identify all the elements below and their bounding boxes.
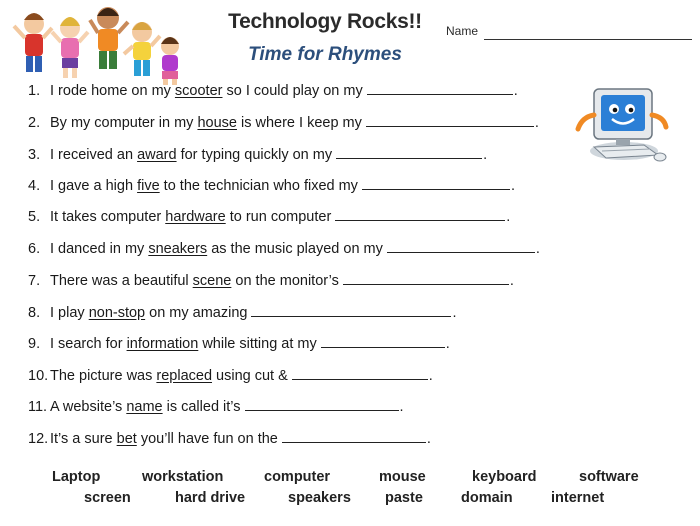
keyword: scooter <box>174 83 223 99</box>
sentence-6: 6. I danced in my sneakers as the music played on my . <box>28 238 540 258</box>
word-bank-item: Laptop <box>52 469 101 485</box>
keyword: scene <box>192 273 232 289</box>
answer-blank[interactable] <box>335 206 505 221</box>
page-title: Technology Rocks!! <box>228 10 422 33</box>
word-bank-item: internet <box>551 490 605 506</box>
name-line[interactable] <box>484 39 692 40</box>
answer-blank[interactable] <box>292 365 428 380</box>
sentence-4: 4. I gave a high five to the technician who fixed my . <box>28 175 515 195</box>
answer-blank[interactable] <box>343 270 509 285</box>
sentence-7: 7. There was a beautiful scene on the monitor’s . <box>28 270 514 290</box>
name-field[interactable] <box>446 24 694 42</box>
keyword: bet <box>116 431 137 447</box>
answer-blank[interactable] <box>362 175 510 190</box>
sentence-10: 10. The picture was replaced using cut & . <box>28 365 433 385</box>
sentence-2: 2. By my computer in my house is where I keep my . <box>28 112 539 132</box>
word-bank-item: hard drive <box>175 490 246 506</box>
word-bank-item: software <box>579 469 639 485</box>
answer-blank[interactable] <box>367 80 513 95</box>
sentence-12: 12. It’s a sure bet you’ll have fun on the . <box>28 428 431 448</box>
smiling-computer-icon <box>572 85 672 167</box>
sentence-5: 5. It takes computer hardware to run computer . <box>28 206 510 226</box>
sentence-9: 9. I search for information while sitting at my . <box>28 333 450 353</box>
name-label: Name <box>446 24 479 38</box>
answer-blank[interactable] <box>366 112 534 127</box>
children-jumping-icon <box>12 2 182 86</box>
keyword: five <box>137 178 160 194</box>
page-subtitle: Time for Rhymes <box>248 44 402 65</box>
keyword: sneakers <box>148 241 208 257</box>
word-bank-item: domain <box>461 490 513 506</box>
word-bank-item: computer <box>264 469 331 485</box>
word-bank-item: screen <box>84 490 131 506</box>
sentence-8: 8. I play non-stop on my amazing . <box>28 302 457 322</box>
keyword: non-stop <box>88 305 146 321</box>
answer-blank[interactable] <box>387 238 535 253</box>
word-bank-item: mouse <box>379 469 426 485</box>
keyword: replaced <box>156 368 213 384</box>
word-bank <box>0 466 700 514</box>
keyword: house <box>197 115 237 131</box>
answer-blank[interactable] <box>321 333 445 348</box>
answer-blank[interactable] <box>251 302 451 317</box>
answer-blank[interactable] <box>282 428 426 443</box>
sentence-11: 11. A website’s name is called it’s . <box>28 396 404 416</box>
sentence-3: 3. I received an award for typing quickly on my . <box>28 144 487 164</box>
answer-blank[interactable] <box>336 144 482 159</box>
word-bank-item: paste <box>385 490 423 506</box>
word-bank-item: keyboard <box>472 469 537 485</box>
keyword: hardware <box>165 209 226 225</box>
answer-blank[interactable] <box>245 396 399 411</box>
keyword: name <box>126 399 163 415</box>
keyword: information <box>126 336 199 352</box>
keyword: award <box>137 147 177 163</box>
word-bank-item: speakers <box>288 490 351 506</box>
word-bank-item: workstation <box>142 469 224 485</box>
sentence-1: 1. I rode home on my scooter so I could play on my . <box>28 80 518 100</box>
